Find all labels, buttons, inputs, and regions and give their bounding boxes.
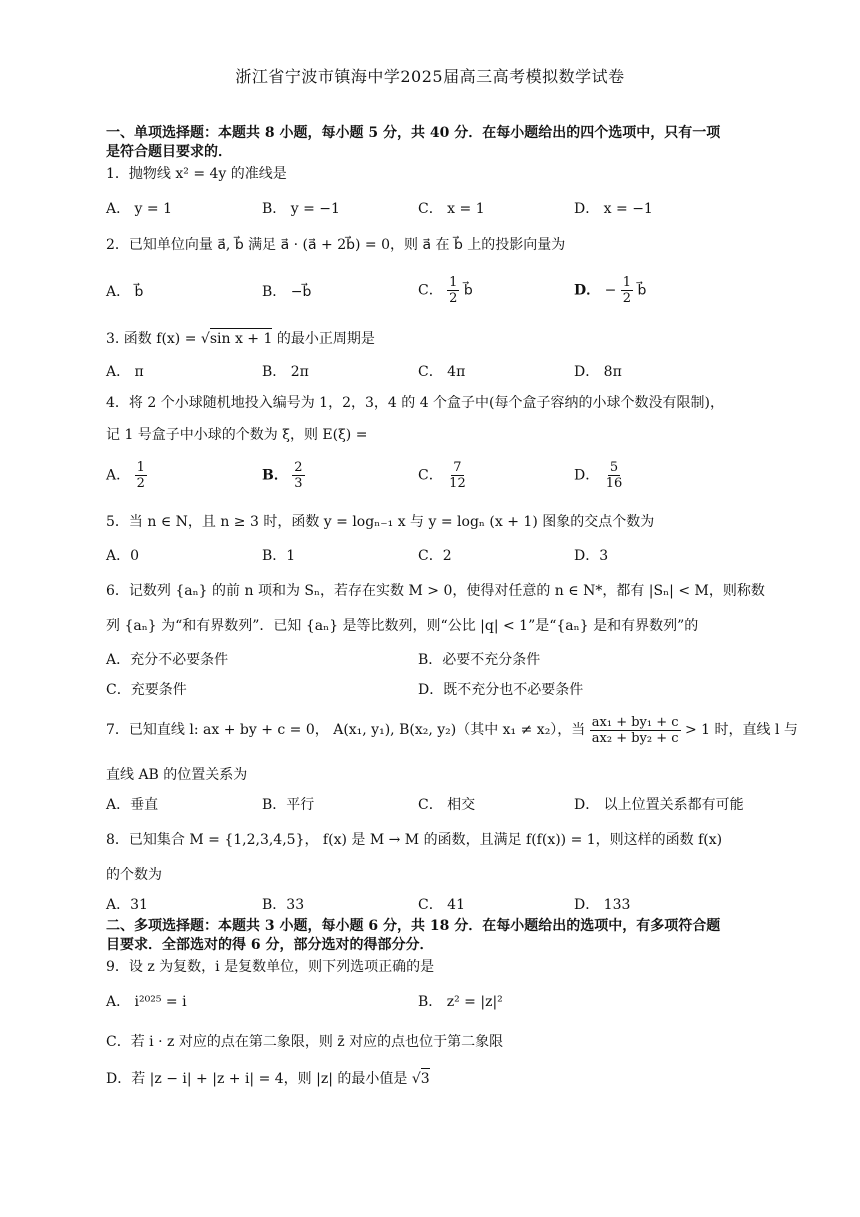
- q4-option-c-fraction: [447, 460, 468, 491]
- q2-stem: 2．已知单位向量 a⃗, b⃗ 满足 a⃗ · (a⃗ + 2b⃗) = 0，则 a⃗ 在 b⃗ 上的投影向量为: [106, 237, 566, 253]
- q4-option-b-num: 2: [294, 460, 303, 475]
- q2-option-c-tail: b⃗: [463, 282, 473, 299]
- q5-stem: 5．当 n ∈ N，且 n ≥ 3 时，函数 y = logₙ₋₁ x 与 y = logₙ (x + 1) 图象的交点个数为: [106, 514, 655, 530]
- q5-option-d: D．3: [574, 548, 609, 564]
- q4-stem-line1: 4．将 2 个小球随机地投入编号为 1，2，3，4 的 4 个盒子中(每个盒子容纳的小球个数没有限制)，: [106, 395, 724, 411]
- q9-option-c: C．若 i · z 对应的点在第二象限，则 z̄ 对应的点也位于第二象限: [106, 1034, 504, 1050]
- q7-stem-line2: 直线 AB 的位置关系为: [106, 767, 248, 783]
- q3-option-d: D． 8π: [574, 364, 622, 380]
- q5-option-c: C．2: [418, 548, 452, 564]
- q7-option-d: D． 以上位置关系都有可能: [574, 797, 744, 813]
- q4-option-b-den: 3: [294, 476, 303, 491]
- q4-option-a-fraction: [135, 460, 147, 491]
- q8-option-b: B．33: [262, 897, 305, 913]
- q2-option-c: [418, 275, 473, 306]
- q5-option-b: B．1: [262, 548, 296, 564]
- q1-option-b: B． y = −1: [262, 201, 340, 217]
- q4-option-d-label: D．: [574, 467, 600, 484]
- q9-option-d: [106, 1068, 430, 1088]
- sqrt-icon: √: [411, 1071, 421, 1087]
- q4-option-a-label: A．: [106, 467, 131, 484]
- q4-option-b-label: B．: [262, 467, 288, 484]
- q8-option-c: C． 41: [418, 897, 465, 913]
- q3-option-c: C． 4π: [418, 364, 466, 380]
- q9-stem: 9．设 z 为复数，i 是复数单位，则下列选项正确的是: [106, 959, 435, 975]
- q1-option-d: D． x = −1: [574, 201, 653, 217]
- q4-option-a-num: 1: [136, 460, 145, 475]
- q7-stem-b: > 1 时，直线 l 与: [685, 722, 798, 738]
- q2-option-d-fraction: [621, 275, 633, 306]
- q4-option-c: [418, 460, 468, 491]
- q6-option-b: B．必要不充分条件: [418, 652, 541, 668]
- q7-stem-a: 7．已知直线 l: ax + by + c = 0， A(x₁, y₁), B(x₂, y₂)（其中 x₁ ≠ x₂），当: [106, 722, 586, 738]
- q4-option-d-fraction: [604, 460, 625, 491]
- q7-fraction-den: ax₂ + by₂ + c: [591, 730, 679, 746]
- q9-option-d-text: D．若 |z − i| + |z + i| = 4，则 |z| 的最小值是: [106, 1071, 412, 1087]
- q6-option-a: A．充分不必要条件: [106, 652, 229, 668]
- q2-option-c-label: C．: [418, 282, 443, 299]
- q8-option-a: A．31: [106, 897, 148, 913]
- q2-option-c-fraction: [447, 275, 459, 306]
- q4-stem-line2: 记 1 号盒子中小球的个数为 ξ，则 E(ξ) =: [106, 427, 368, 443]
- q5-option-a: A．0: [106, 548, 140, 564]
- q4-option-d: [574, 460, 624, 491]
- q8-option-d: D． 133: [574, 897, 631, 913]
- q2-option-b: B． −b⃗: [262, 284, 312, 300]
- q6-stem-line1: 6．记数列 {aₙ} 的前 n 项和为 Sₙ，若存在实数 M > 0，使得对任意的 n ∈ N*，都有 |Sₙ| < M，则称数: [106, 583, 765, 599]
- q8-stem-line2: 的个数为: [106, 867, 162, 883]
- q7-fraction-num: ax₁ + by₁ + c: [591, 714, 679, 730]
- page-title: 浙江省宁波市镇海中学2025届高三高考模拟数学试卷: [235, 67, 625, 86]
- q4-option-b: [262, 460, 305, 491]
- q2-option-c-den: 2: [449, 291, 458, 306]
- q4-option-c-num: 7: [453, 460, 462, 475]
- q9-option-d-radicand: 3: [421, 1068, 430, 1088]
- q2-option-d: [574, 275, 646, 306]
- q7-option-c: C． 相交: [418, 797, 476, 813]
- section1-heading-cont: 是符合题目要求的．: [106, 144, 232, 160]
- q6-stem-line2: 列 {aₙ} 为“和有界数列”．已知 {aₙ} 是等比数列，则“公比 |q| < 1”是“{aₙ} 是和有界数列”的: [106, 618, 699, 634]
- q4-option-c-label: C．: [418, 467, 443, 484]
- q9-option-a: A． i²⁰²⁵ = i: [106, 994, 187, 1010]
- q4-option-b-fraction: [292, 460, 304, 491]
- q1-option-c: C． x = 1: [418, 201, 485, 217]
- section2-heading: 二、多项选择题：本题共 3 小题，每小题 6 分，共 18 分．在每小题给出的选项中，有多项符合题: [106, 918, 721, 934]
- q3-stem-a: 3. 函数 f(x) =: [106, 331, 201, 347]
- q7-option-b: B．平行: [262, 797, 315, 813]
- q4-option-a-den: 2: [136, 476, 145, 491]
- q8-stem-line1: 8．已知集合 M = {1,2,3,4,5}， f(x) 是 M → M 的函数，且满足 f(f(x)) = 1，则这样的函数 f(x): [106, 832, 723, 848]
- q2-option-a: A． b⃗: [106, 284, 144, 300]
- q9-option-b: B． z² = |z|²: [418, 994, 503, 1010]
- q6-option-d: D．既不充分也不必要条件: [418, 682, 584, 698]
- q2-option-d-den: 2: [622, 291, 632, 306]
- section2-heading-cont: 目要求．全部选对的得 6 分，部分选对的得部分分．: [106, 937, 434, 953]
- q2-option-d-tail: b⃗: [637, 282, 647, 299]
- q3-radicand: sin x + 1: [210, 328, 273, 348]
- q3-stem-b: 的最小正周期是: [272, 331, 375, 347]
- sqrt-icon: √: [200, 331, 210, 347]
- q6-option-c: C．充要条件: [106, 682, 187, 698]
- q7-option-a: A．垂直: [106, 797, 159, 813]
- q3-option-b: B． 2π: [262, 364, 309, 380]
- q3-option-a: A． π: [106, 364, 144, 380]
- q2-option-d-num: 1: [622, 275, 632, 290]
- q1-stem: 1．抛物线 x² = 4y 的准线是: [106, 166, 287, 182]
- section1-heading: 一、单项选择题：本题共 8 小题，每小题 5 分，共 40 分．在每小题给出的四个选项中，只有一项: [106, 125, 721, 141]
- q4-option-c-den: 12: [449, 476, 466, 491]
- q7-stem: [106, 713, 798, 747]
- q4-option-a: [106, 460, 147, 491]
- q2-option-d-sign: −: [604, 282, 617, 299]
- q1-option-a: A． y = 1: [106, 201, 173, 217]
- q4-option-d-den: 16: [605, 476, 623, 491]
- q4-option-d-num: 5: [609, 460, 619, 475]
- q2-option-d-label: D．: [574, 282, 601, 299]
- q3-stem: [106, 328, 375, 348]
- q7-fraction: [590, 715, 681, 746]
- q2-option-c-num: 1: [449, 275, 458, 290]
